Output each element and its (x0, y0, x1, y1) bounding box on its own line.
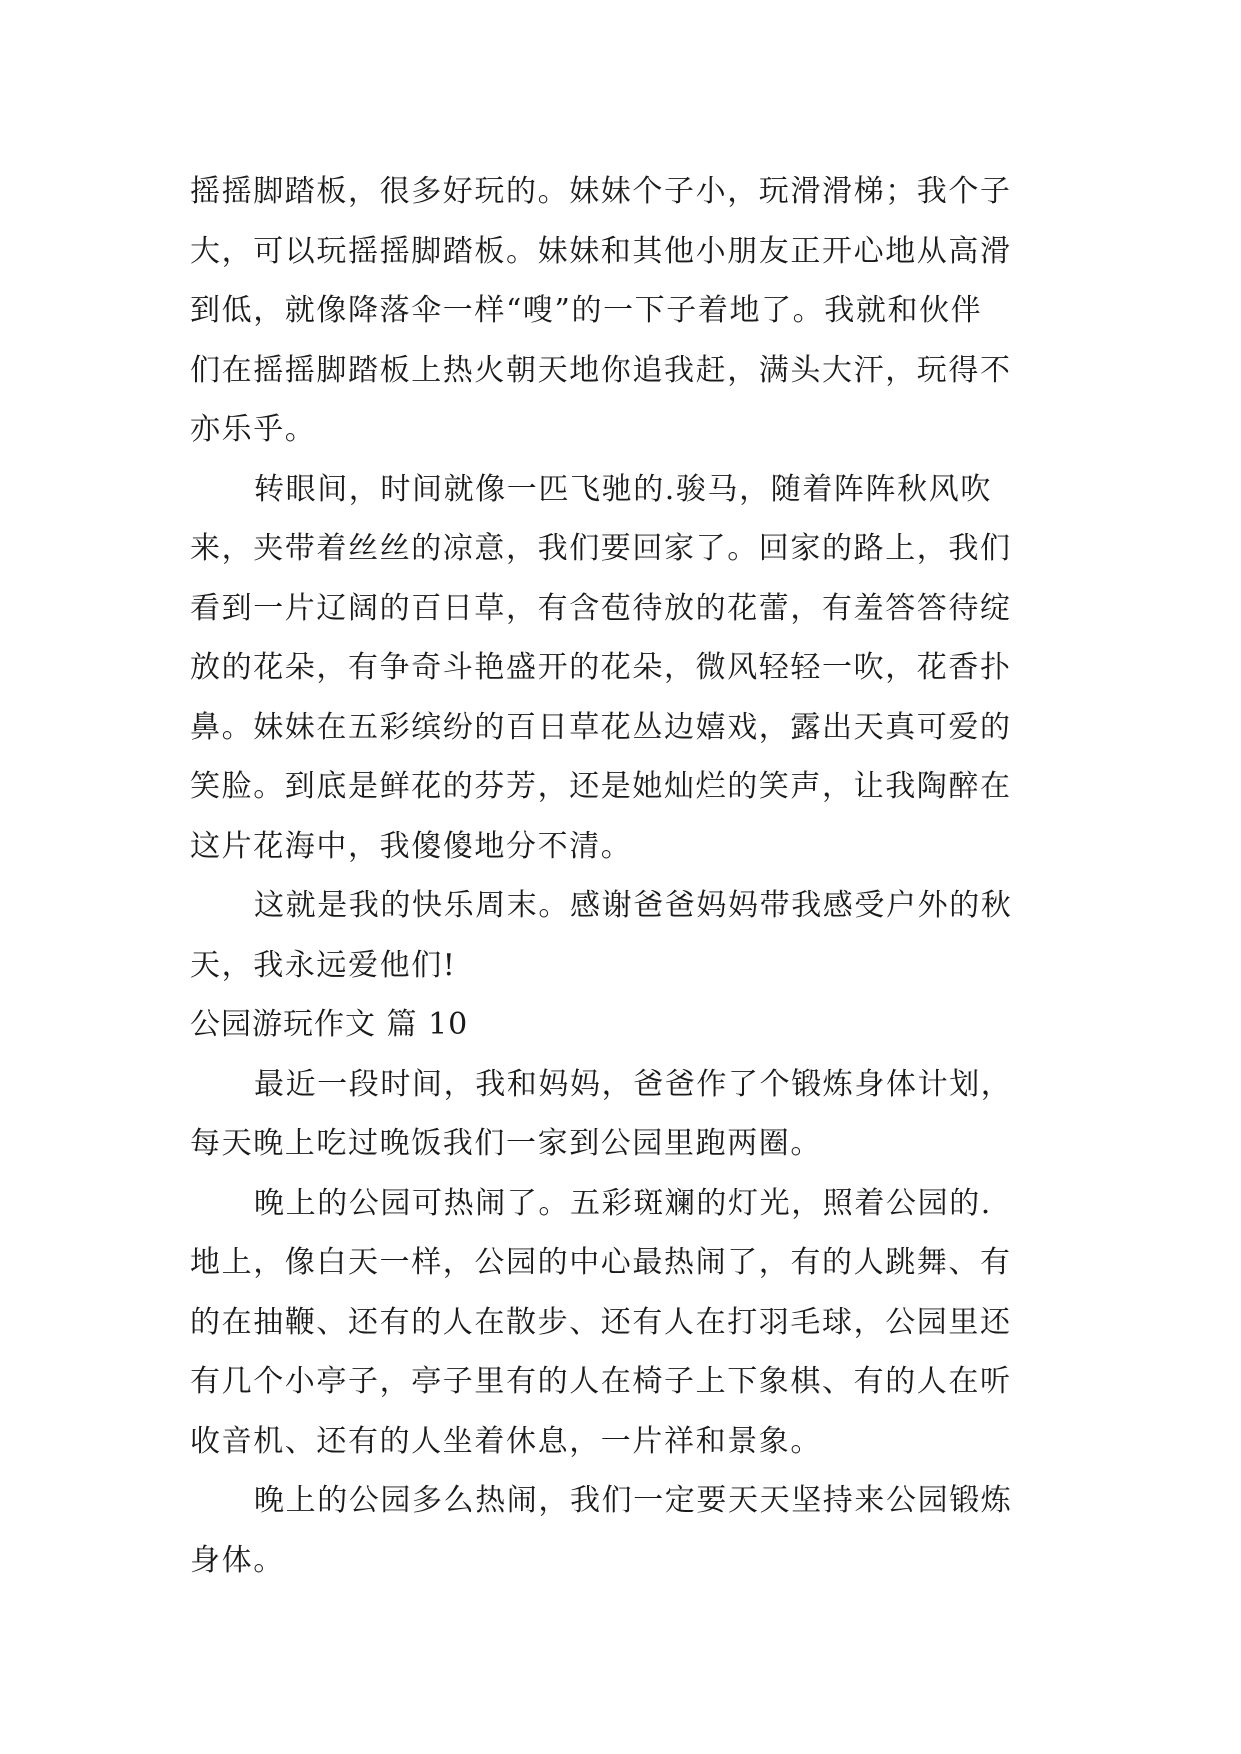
text-line: 大，可以玩摇摇脚踏板。妹妹和其他小朋友正开心地从高滑 (190, 233, 1012, 269)
text-line: 有几个小亭子，亭子里有的人在椅子上下象棋、有的人在听 (190, 1364, 1012, 1399)
text-line: 天，我永远爱他们! (190, 947, 457, 983)
paragraph-first-line: 晚上的公园多么热闹，我们一定要天天坚持来公园锻炼 (254, 1483, 1013, 1518)
text-line: 笑脸。到底是鲜花的芬芳，还是她灿烂的笑声，让我陶醉在 (190, 769, 1012, 804)
text-line: 的在抽鞭、还有的人在散步、还有人在打羽毛球，公园里还 (190, 1304, 1012, 1340)
paragraph-first-line: 最近一段时间，我和妈妈，爸爸作了个锻炼身体计划， (254, 1066, 1013, 1102)
text-line: 这片花海中，我傻傻地分不清。 (190, 828, 633, 864)
text-line: 到低，就像降落伞一样“嗖”的一下子着地了。我就和伙伴 (190, 293, 983, 328)
text-line: 身体。 (190, 1542, 285, 1578)
text-line: 每天晚上吃过晚饭我们一家到公园里跑两圈。 (190, 1126, 822, 1161)
text-line: 放的花朵，有争奇斗艳盛开的花朵，微风轻轻一吹，花香扑 (190, 650, 1012, 685)
text-line: 来，夹带着丝丝的凉意，我们要回家了。回家的路上，我们 (190, 531, 1012, 566)
text-line: 鼻。妹妹在五彩缤纷的百日草花丛边嬉戏，露出天真可爱的 (190, 709, 1012, 745)
paragraph-first-line: 转眼间，时间就像一匹飞驰的.骏马，随着阵阵秋风吹 (254, 471, 992, 507)
text-line: 地上，像白天一样，公园的中心最热闹了，有的人跳舞、有 (190, 1245, 1012, 1280)
text-line: 收音机、还有的人坐着休息，一片祥和景象。 (190, 1423, 822, 1459)
document-body (190, 162, 1070, 1590)
text-line: 摇摇脚踏板，很多好玩的。妹妹个子小，玩滑滑梯；我个子 (190, 174, 1012, 209)
text-line: 们在摇摇脚踏板上热火朝天地你追我赶，满头大汗，玩得不 (190, 352, 1012, 388)
text-line: 亦乐乎。 (190, 412, 317, 447)
text-line: 看到一片辽阔的百日草，有含苞待放的花蕾，有羞答答待绽 (190, 590, 1012, 626)
paragraph-first-line: 晚上的公园可热闹了。五彩斑斓的灯光，照着公园的. (254, 1185, 992, 1221)
section-heading: 公园游玩作文 篇 10 (190, 1007, 469, 1042)
paragraph-first-line: 这就是我的快乐周末。感谢爸爸妈妈带我感受户外的秋 (254, 888, 1013, 923)
